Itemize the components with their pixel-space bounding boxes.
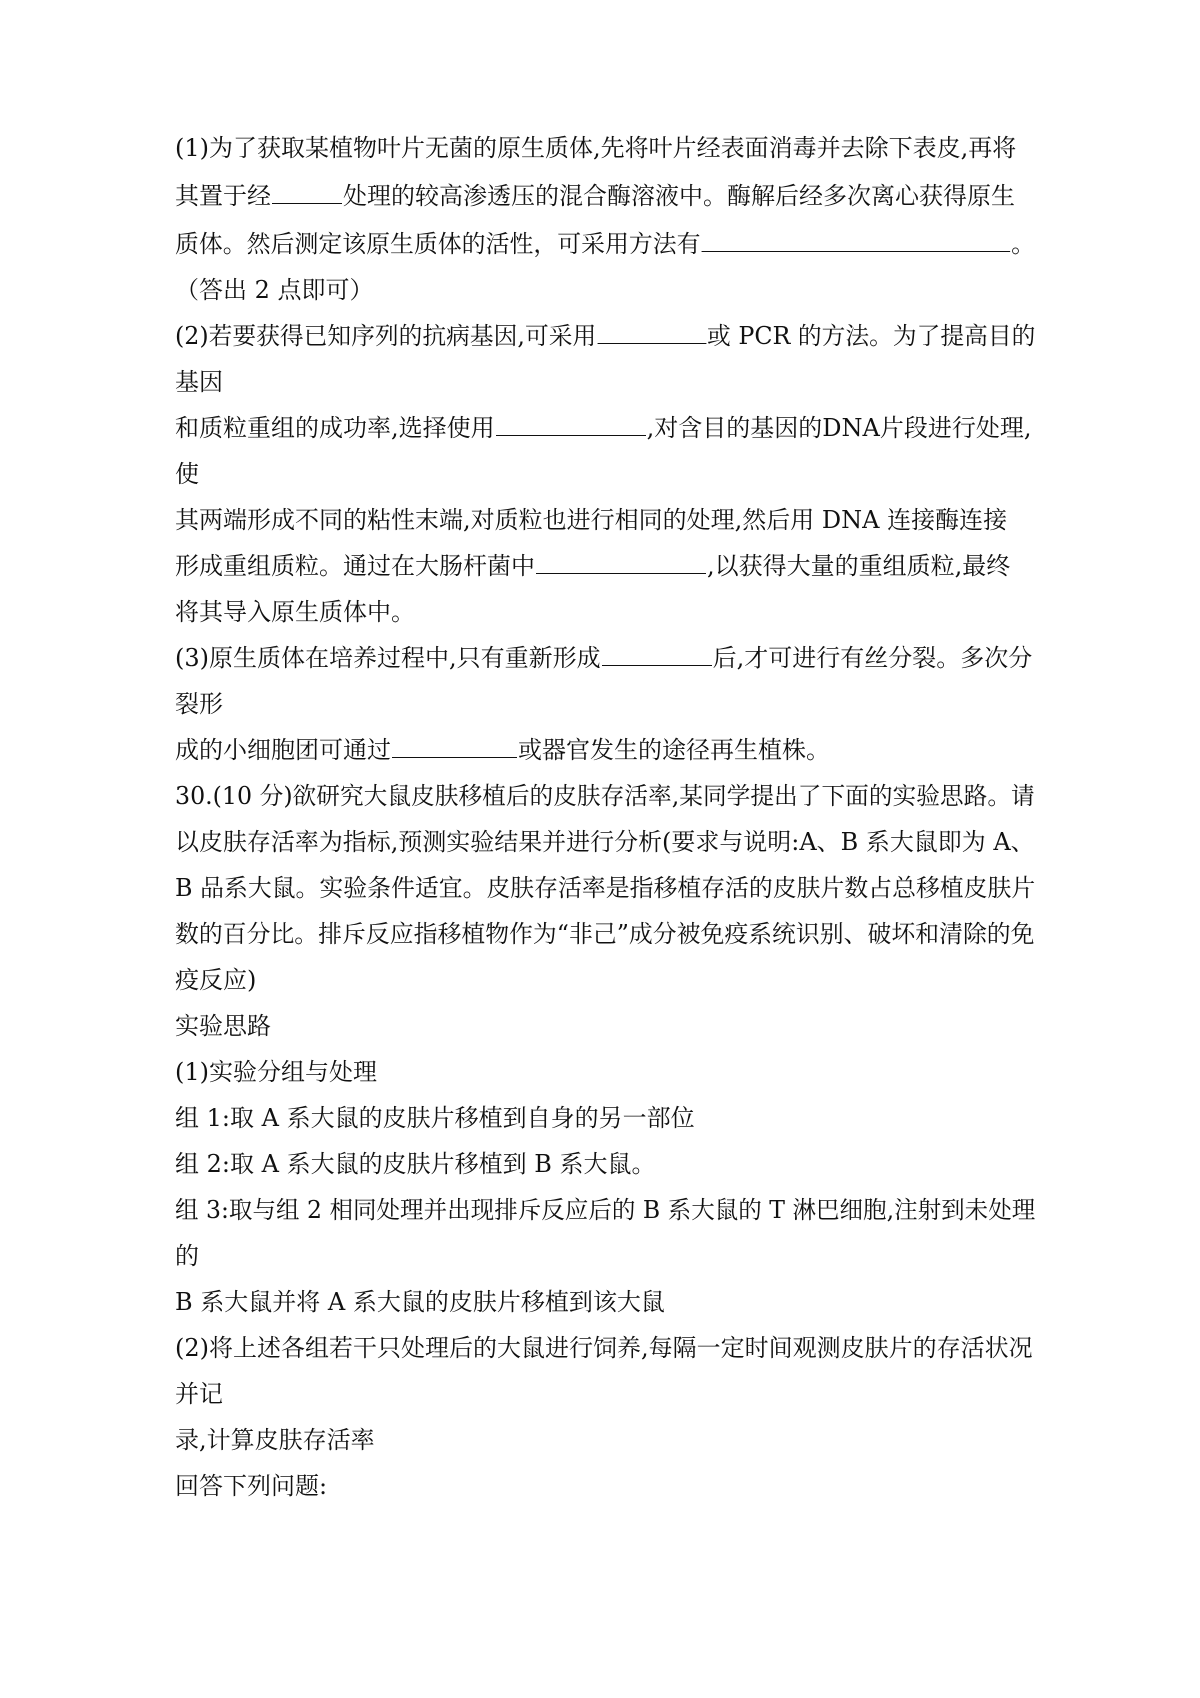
text-segment: 基因 bbox=[175, 368, 223, 396]
answer-blank[interactable] bbox=[602, 643, 712, 666]
text-line bbox=[175, 872, 1035, 904]
text-segment: 实验思路 bbox=[175, 1012, 271, 1040]
text-line bbox=[175, 366, 223, 398]
text-segment: （答出 2 点即可） bbox=[175, 276, 374, 304]
text-segment: 其两端形成不同的粘性末端,对质粒也进行相同的处理,然后用 DNA 连接酶连接 bbox=[175, 506, 1008, 534]
text-segment: 组 3:取与组 2 相同处理并出现排斥反应后的 B 系大鼠的 T 淋巴细胞,注射到未处理 bbox=[175, 1196, 1036, 1224]
text-segment: 使 bbox=[175, 460, 199, 488]
text-line bbox=[175, 1470, 327, 1502]
text-line bbox=[175, 412, 1031, 444]
text-segment: ,对含目的基因的DNA片段进行处理, bbox=[646, 414, 1032, 442]
text-line bbox=[175, 596, 415, 628]
text-segment: 回答下列问题: bbox=[175, 1472, 328, 1500]
text-segment: (2)若要获得已知序列的抗病基因,可采用 bbox=[175, 322, 597, 350]
text-segment: 成的小细胞团可通过 bbox=[175, 736, 391, 764]
text-segment: 处理的较高渗透压的混合酶溶液中。酶解后经多次离心获得原生 bbox=[343, 182, 1015, 210]
answer-blank[interactable] bbox=[272, 181, 342, 204]
text-segment: 和质粒重组的成功率,选择使用 bbox=[175, 414, 495, 442]
text-segment: B 品系大鼠。实验条件适宜。皮肤存活率是指移植存活的皮肤片数占总移植皮肤片 bbox=[175, 874, 1036, 902]
text-line bbox=[175, 274, 374, 306]
text-line bbox=[175, 688, 223, 720]
text-segment: (2)将上述各组若干只处理后的大鼠进行饲养,每隔一定时间观测皮肤片的存活状况 bbox=[175, 1334, 1033, 1362]
text-segment: 或 PCR 的方法。为了提高目的 bbox=[707, 322, 1036, 350]
text-segment: 将其导入原生质体中。 bbox=[175, 598, 415, 626]
text-line bbox=[175, 918, 1035, 950]
text-line bbox=[175, 1378, 223, 1410]
text-segment: 组 2:取 A 系大鼠的皮肤片移植到 B 系大鼠。 bbox=[175, 1150, 656, 1178]
answer-blank[interactable] bbox=[702, 229, 1011, 252]
text-line bbox=[175, 458, 199, 490]
text-segment: 。 bbox=[1011, 230, 1036, 258]
text-line bbox=[175, 1010, 271, 1042]
text-segment: (1)实验分组与处理 bbox=[175, 1058, 377, 1086]
text-line bbox=[175, 964, 256, 996]
text-segment: 疫反应) bbox=[175, 966, 257, 994]
text-segment: 组 1:取 A 系大鼠的皮肤片移植到自身的另一部位 bbox=[175, 1104, 695, 1132]
text-segment: 并记 bbox=[175, 1380, 223, 1408]
text-segment: 数的百分比。排斥反应指移植物作为“非己”成分被免疫系统识别、破坏和清除的免 bbox=[175, 920, 1035, 948]
text-line bbox=[175, 320, 1035, 352]
answer-blank[interactable] bbox=[496, 413, 646, 436]
text-line bbox=[175, 1424, 375, 1456]
text-line bbox=[175, 642, 1032, 674]
text-line bbox=[175, 1056, 377, 1088]
text-line bbox=[175, 180, 1015, 212]
text-segment: 形成重组质粒。通过在大肠杆菌中 bbox=[175, 552, 535, 580]
text-line bbox=[175, 734, 830, 766]
text-line bbox=[175, 228, 1035, 260]
text-segment: 的 bbox=[175, 1242, 199, 1270]
text-segment: 录,计算皮肤存活率 bbox=[175, 1426, 375, 1454]
text-line bbox=[175, 1286, 665, 1318]
text-segment: (1)为了获取某植物叶片无菌的原生质体,先将叶片经表面消毒并去除下表皮,再将 bbox=[175, 134, 1017, 162]
answer-blank[interactable] bbox=[597, 321, 706, 344]
text-segment: 后,才可进行有丝分裂。多次分 bbox=[712, 644, 1033, 672]
text-segment: 裂形 bbox=[175, 690, 223, 718]
text-segment: 质体。然后测定该原生质体的活性，可采用方法有 bbox=[175, 230, 701, 258]
text-line bbox=[175, 1332, 1033, 1364]
text-line bbox=[175, 826, 1035, 858]
text-line bbox=[175, 1194, 1035, 1226]
text-segment: ,以获得大量的重组质粒,最终 bbox=[707, 552, 1011, 580]
answer-blank[interactable] bbox=[536, 551, 706, 574]
text-line bbox=[175, 550, 1010, 582]
text-line bbox=[175, 780, 1035, 812]
text-segment: 其置于经 bbox=[175, 182, 271, 210]
text-line bbox=[175, 132, 1016, 164]
text-line bbox=[175, 504, 1007, 536]
text-line bbox=[175, 1240, 199, 1272]
text-segment: B 系大鼠并将 A 系大鼠的皮肤片移植到该大鼠 bbox=[175, 1288, 665, 1316]
text-segment: 或器官发生的途径再生植株。 bbox=[518, 736, 830, 764]
text-line bbox=[175, 1102, 695, 1134]
text-segment: 30.(10 分)欲研究大鼠皮肤移植后的皮肤存活率,某同学提出了下面的实验思路。请 bbox=[175, 782, 1035, 810]
text-segment: 以皮肤存活率为指标,预测实验结果并进行分析(要求与说明:A、B 系大鼠即为 A、 bbox=[175, 828, 1035, 856]
answer-blank[interactable] bbox=[392, 735, 517, 758]
text-segment: (3)原生质体在培养过程中,只有重新形成 bbox=[175, 644, 601, 672]
text-line bbox=[175, 1148, 655, 1180]
